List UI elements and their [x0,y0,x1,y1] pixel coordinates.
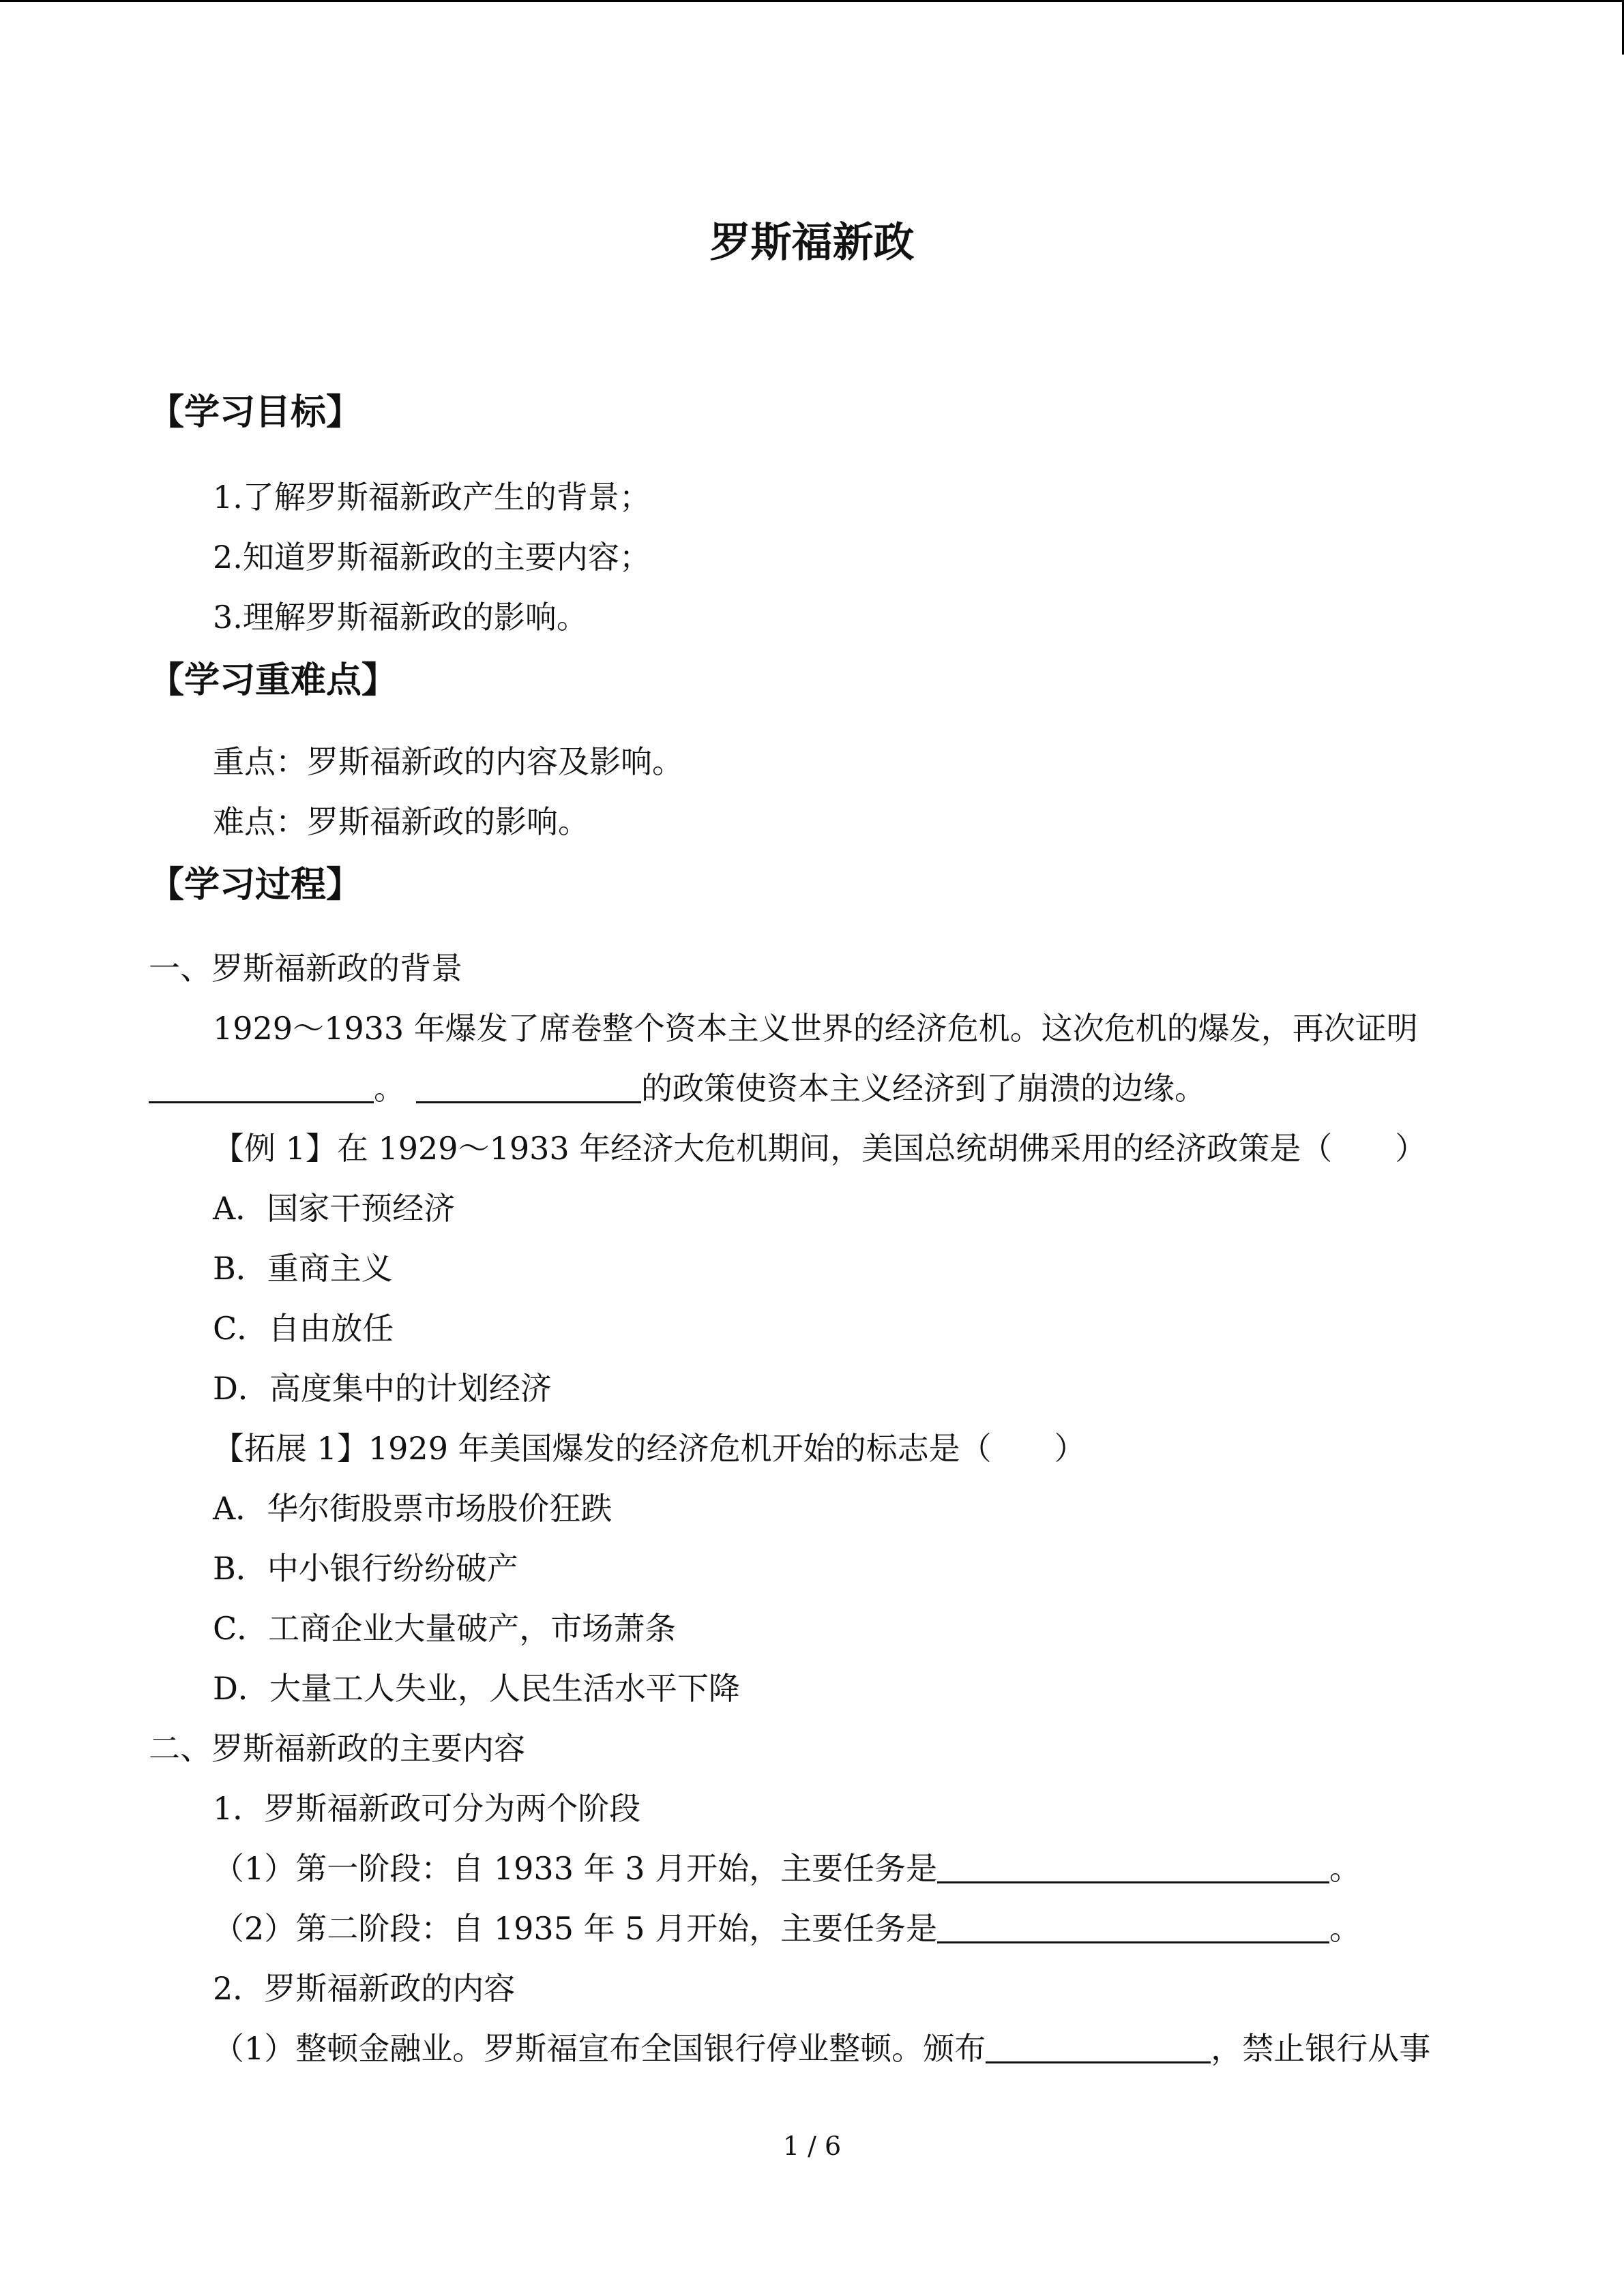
goal-item: 1.了解罗斯福新政产生的背景； [213,479,651,516]
goals-heading: 【学习目标】 [149,392,362,433]
stage2-line: （2）第二阶段：自 1935 年 5 月开始，主要任务是 。 [213,1910,1361,1947]
option-c: C．自由放任 [213,1310,394,1347]
answer-blank[interactable] [986,2034,1211,2063]
difficult-point: 难点：罗斯福新政的影响。 [213,803,589,840]
page-title: 罗斯福新政 [709,219,915,267]
example1-question: 【例 1】在 1929～1933 年经济大危机期间，美国总统胡佛采用的经济政策是（ ） [213,1130,1427,1167]
item1-line: （1）整顿金融业。罗斯福宣布全国银行停业整顿。颁布 ，禁止银行从事 [213,2030,1431,2067]
answer-blank[interactable] [149,1074,374,1103]
option-d: D．高度集中的计划经济 [213,1370,552,1407]
answer-blank[interactable] [937,1914,1329,1943]
option-b: B．中小银行纷纷破产 [213,1550,518,1587]
part2-sub2: 2．罗斯福新政的内容 [213,1970,516,2007]
part2-heading: 二、罗斯福新政的主要内容 [149,1730,525,1767]
goal-item: 2.知道罗斯福新政的主要内容； [213,539,651,576]
option-d: D．大量工人失业，人民生活水平下降 [213,1670,740,1707]
option-b: B．重商主义 [213,1250,393,1287]
part1-paragraph: 1929～1933 年爆发了席卷整个资本主义世界的经济危机。这次危机的爆发，再次证明 [213,1010,1418,1047]
part1-heading: 一、罗斯福新政的背景 [149,950,462,987]
option-a: A．国家干预经济 [213,1190,456,1227]
answer-blank[interactable] [937,1854,1329,1883]
key-points-heading: 【学习重难点】 [149,660,398,701]
stage1-line: （1）第一阶段：自 1933 年 3 月开始，主要任务是 。 [213,1850,1361,1887]
key-point: 重点：罗斯福新政的内容及影响。 [213,743,683,780]
page-top-border [0,0,1624,2]
answer-blank[interactable] [416,1074,641,1103]
part2-sub1: 1．罗斯福新政可分为两个阶段 [213,1790,641,1827]
option-c: C．工商企业大量破产，市场萧条 [213,1610,677,1647]
extension1-question: 【拓展 1】1929 年美国爆发的经济危机开始的标志是（ ） [213,1430,1086,1467]
goal-item: 3.理解罗斯福新政的影响。 [213,599,588,636]
page-number: 1 / 6 [782,2131,842,2161]
option-a: A．华尔街股票市场股价狂跌 [213,1490,612,1527]
process-heading: 【学习过程】 [149,865,362,906]
part1-paragraph-blanks: 。 的政策使资本主义经济到了崩溃的边缘。 [149,1064,1206,1109]
